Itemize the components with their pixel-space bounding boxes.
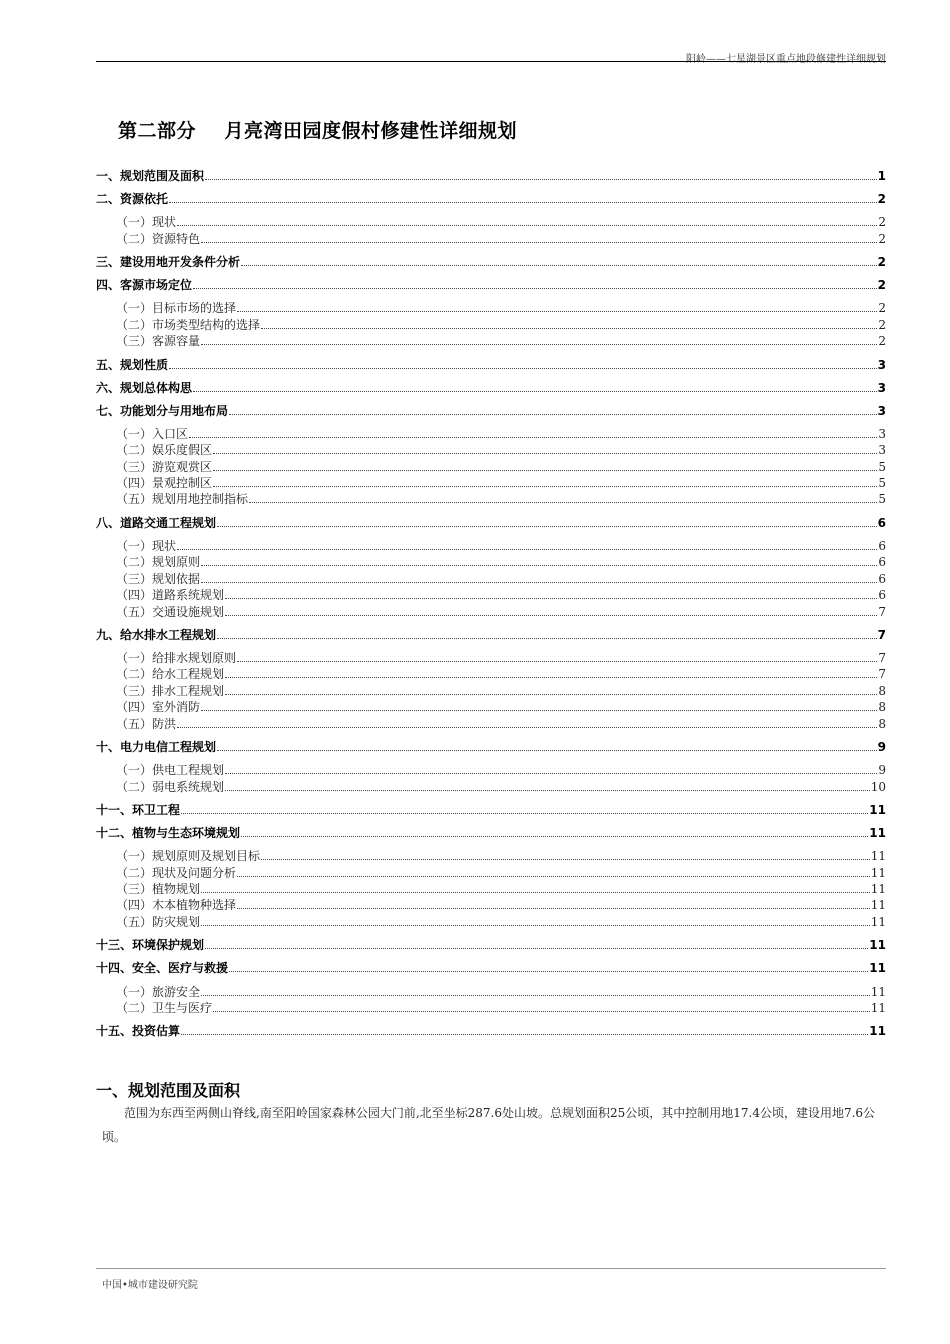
toc-entry-subsection[interactable] — [96, 317, 886, 333]
toc-dot-leader — [225, 677, 877, 678]
toc-entry-label: （四）景观控制区 — [116, 475, 213, 490]
toc-entry-label: （四）木本植物种选择 — [116, 898, 237, 913]
toc-page-number: 2 — [877, 192, 886, 207]
toc-entry-subsection[interactable] — [96, 300, 886, 316]
toc-entry-label: （一）给排水规划原则 — [116, 651, 237, 666]
toc-entry-subsection[interactable] — [96, 650, 886, 666]
section-heading: 一、规划范围及面积 — [96, 1081, 241, 1100]
toc-entry-subsection[interactable] — [96, 554, 886, 570]
toc-entry-subsection[interactable] — [96, 699, 886, 715]
toc-page-number: 8 — [878, 683, 886, 698]
toc-entry-subsection[interactable] — [96, 984, 886, 1000]
toc-entry-label: （二）市场类型结构的选择 — [116, 317, 261, 332]
toc-entry-chapter[interactable] — [96, 403, 886, 419]
toc-page-number: 11 — [870, 1000, 886, 1015]
toc-dot-leader — [213, 470, 877, 471]
toc-entry-label: 十三、环境保护规划 — [96, 938, 205, 953]
toc-entry-label: 七、功能划分与用地布局 — [96, 403, 229, 418]
toc-entry-subsection[interactable] — [96, 587, 886, 603]
toc-entry-subsection[interactable] — [96, 231, 886, 247]
toc-dot-leader — [201, 242, 877, 243]
part-title: 第二部分 月亮湾田园度假村修建性详细规划 — [118, 120, 517, 142]
toc-entry-subsection[interactable] — [96, 604, 886, 620]
toc-page-number: 2 — [878, 317, 886, 332]
toc-page-number: 7 — [878, 651, 886, 666]
toc-entry-label: （四）室外消防 — [116, 700, 201, 715]
toc-entry-chapter[interactable] — [96, 802, 886, 818]
toc-entry-label: （三）客源容量 — [116, 334, 201, 349]
toc-page-number: 5 — [878, 459, 886, 474]
toc-page-number: 11 — [869, 938, 886, 953]
toc-entry-subsection[interactable] — [96, 897, 886, 913]
toc-entry-label: 十一、环卫工程 — [96, 803, 181, 818]
toc-dot-leader — [225, 615, 877, 616]
toc-entry-subsection[interactable] — [96, 571, 886, 587]
toc-page-number: 6 — [878, 538, 886, 553]
toc-dot-leader — [241, 836, 868, 837]
footer-rule — [96, 1268, 886, 1269]
toc-page-number: 11 — [869, 1024, 886, 1039]
toc-entry-chapter[interactable] — [96, 191, 886, 207]
toc-dot-leader — [237, 311, 877, 312]
toc-entry-label: 六、规划总体构思 — [96, 380, 193, 395]
toc-dot-leader — [177, 225, 877, 226]
toc-entry-subsection[interactable] — [96, 914, 886, 930]
toc-entry-chapter[interactable] — [96, 739, 886, 755]
toc-entry-label: 五、规划性质 — [96, 357, 169, 372]
toc-dot-leader — [201, 565, 877, 566]
toc-page-number: 2 — [878, 301, 886, 316]
toc-dot-leader — [229, 414, 877, 415]
toc-dot-leader — [201, 925, 870, 926]
toc-dot-leader — [217, 638, 877, 639]
toc-entry-chapter[interactable] — [96, 254, 886, 270]
toc-dot-leader — [217, 750, 877, 751]
toc-page-number: 3 — [878, 443, 886, 458]
toc-entry-subsection[interactable] — [96, 762, 886, 778]
toc-entry-label: （三）规划依据 — [116, 571, 201, 586]
toc-entry-label: （一）现状 — [116, 538, 177, 553]
toc-entry-label: （二）资源特色 — [116, 231, 201, 246]
toc-page-number: 2 — [878, 334, 886, 349]
toc-page-number: 11 — [869, 961, 886, 976]
toc-entry-subsection[interactable] — [96, 459, 886, 475]
toc-page-number: 8 — [878, 716, 886, 731]
toc-entry-subsection[interactable] — [96, 442, 886, 458]
toc-entry-chapter[interactable] — [96, 277, 886, 293]
toc-entry-label: 四、客源市场定位 — [96, 278, 193, 293]
toc-entry-label: 十四、安全、医疗与救援 — [96, 961, 229, 976]
toc-dot-leader — [225, 773, 877, 774]
toc-entry-label: （一）供电工程规划 — [116, 763, 225, 778]
toc-entry-label: （三）游览观赏区 — [116, 459, 213, 474]
toc-entry-label: （二）给水工程规划 — [116, 667, 225, 682]
toc-dot-leader — [181, 1034, 868, 1035]
toc-page-number: 11 — [870, 898, 886, 913]
toc-entry-subsection[interactable] — [96, 683, 886, 699]
toc-page-number: 7 — [877, 627, 886, 642]
toc-entry-subsection[interactable] — [96, 426, 886, 442]
toc-page-number: 2 — [878, 231, 886, 246]
toc-dot-leader — [193, 288, 877, 289]
toc-dot-leader — [249, 502, 877, 503]
toc-page-number: 7 — [878, 667, 886, 682]
toc-dot-leader — [261, 328, 877, 329]
toc-dot-leader — [229, 971, 868, 972]
toc-entry-label: （二）现状及问题分析 — [116, 865, 237, 880]
toc-dot-leader — [205, 948, 868, 949]
toc-dot-leader — [213, 453, 877, 454]
toc-dot-leader — [225, 694, 877, 695]
toc-entry-chapter[interactable] — [96, 380, 886, 396]
toc-entry-label: （三）植物规划 — [116, 882, 201, 897]
toc-dot-leader — [181, 813, 868, 814]
toc-dot-leader — [225, 790, 870, 791]
header-rule — [96, 61, 886, 62]
toc-entry-subsection[interactable] — [96, 848, 886, 864]
toc-dot-leader — [237, 908, 870, 909]
toc-entry-chapter[interactable] — [96, 937, 886, 953]
toc-entry-chapter[interactable] — [96, 168, 886, 184]
toc-dot-leader — [201, 582, 877, 583]
running-header: 阳岭——七星湖景区重点地段修建性详细规划 — [686, 54, 886, 65]
toc-page-number: 10 — [870, 779, 886, 794]
toc-dot-leader — [169, 202, 877, 203]
toc-page-number: 9 — [877, 740, 886, 755]
toc-entry-subsection[interactable] — [96, 1000, 886, 1016]
toc-dot-leader — [241, 265, 877, 266]
toc-page-number: 3 — [877, 403, 886, 418]
toc-entry-label: （一）规划原则及规划目标 — [116, 849, 261, 864]
toc-entry-label: （四）道路系统规划 — [116, 588, 225, 603]
toc-entry-label: （一）入口区 — [116, 426, 189, 441]
toc-dot-leader — [177, 549, 877, 550]
toc-page-number: 11 — [870, 849, 886, 864]
toc-dot-leader — [213, 486, 877, 487]
toc-dot-leader — [193, 391, 877, 392]
toc-entry-chapter[interactable] — [96, 357, 886, 373]
toc-dot-leader — [169, 368, 877, 369]
toc-dot-leader — [237, 876, 870, 877]
table-of-contents — [96, 168, 886, 1039]
toc-dot-leader — [201, 892, 870, 893]
toc-page-number: 3 — [878, 426, 886, 441]
toc-entry-subsection[interactable] — [96, 881, 886, 897]
toc-page-number: 8 — [878, 700, 886, 715]
toc-entry-subsection[interactable] — [96, 666, 886, 682]
toc-entry-label: 十、电力电信工程规划 — [96, 740, 217, 755]
footer-text: 中国•城市建设研究院 — [102, 1280, 198, 1291]
toc-entry-subsection[interactable] — [96, 779, 886, 795]
toc-entry-chapter[interactable] — [96, 515, 886, 531]
toc-dot-leader — [201, 995, 870, 996]
toc-dot-leader — [201, 344, 877, 345]
toc-dot-leader — [201, 710, 877, 711]
toc-entry-subsection[interactable] — [96, 491, 886, 507]
toc-page-number: 5 — [878, 492, 886, 507]
toc-entry-label: （二）规划原则 — [116, 555, 201, 570]
toc-entry-label: （二）弱电系统规划 — [116, 779, 225, 794]
toc-page-number: 3 — [877, 357, 886, 372]
toc-page-number: 2 — [878, 215, 886, 230]
toc-page-number: 6 — [878, 571, 886, 586]
toc-entry-label: 二、资源依托 — [96, 192, 169, 207]
toc-entry-subsection[interactable] — [96, 716, 886, 732]
toc-page-number: 11 — [869, 803, 886, 818]
toc-entry-label: （五）规划用地控制指标 — [116, 492, 249, 507]
toc-dot-leader — [205, 179, 877, 180]
toc-dot-leader — [217, 526, 877, 527]
toc-entry-label: 九、给水排水工程规划 — [96, 627, 217, 642]
toc-entry-chapter[interactable] — [96, 825, 886, 841]
toc-dot-leader — [177, 727, 877, 728]
toc-page-number: 3 — [877, 380, 886, 395]
toc-entry-label: （五）交通设施规划 — [116, 604, 225, 619]
toc-entry-subsection[interactable] — [96, 538, 886, 554]
toc-page-number: 2 — [877, 255, 886, 270]
toc-page-number: 11 — [870, 984, 886, 999]
toc-dot-leader — [237, 661, 877, 662]
toc-page-number: 11 — [870, 882, 886, 897]
toc-entry-subsection[interactable] — [96, 333, 886, 349]
toc-dot-leader — [261, 859, 870, 860]
toc-dot-leader — [225, 598, 877, 599]
toc-page-number: 1 — [877, 169, 886, 183]
toc-dot-leader — [213, 1011, 870, 1012]
toc-entry-chapter[interactable] — [96, 1023, 886, 1039]
toc-entry-label: （一）旅游安全 — [116, 984, 201, 999]
body-paragraph: 范围为东西至两侧山脊线,南至阳岭国家森林公园大门前,北至坐标287.6处山坡。总规划面积25公顷，其中控制用地17.4公顷，建设用地7.6公顷。 — [102, 1106, 876, 1144]
toc-entry-label: （二）娱乐度假区 — [116, 443, 213, 458]
toc-entry-label: （三）排水工程规划 — [116, 683, 225, 698]
toc-entry-chapter[interactable] — [96, 627, 886, 643]
toc-entry-label: （二）卫生与医疗 — [116, 1000, 213, 1015]
toc-entry-subsection[interactable] — [96, 475, 886, 491]
toc-page-number: 2 — [877, 278, 886, 293]
toc-entry-subsection[interactable] — [96, 214, 886, 230]
toc-page-number: 11 — [870, 865, 886, 880]
toc-entry-label: 十二、植物与生态环境规划 — [96, 826, 241, 841]
toc-entry-label: 八、道路交通工程规划 — [96, 515, 217, 530]
toc-entry-subsection[interactable] — [96, 865, 886, 881]
toc-page-number: 6 — [878, 588, 886, 603]
toc-entry-label: 三、建设用地开发条件分析 — [96, 255, 241, 270]
toc-entry-label: （五）防洪 — [116, 716, 177, 731]
toc-entry-label: 一、规划范围及面积 — [96, 169, 205, 183]
toc-entry-label: （五）防灾规划 — [116, 914, 201, 929]
toc-page-number: 5 — [878, 475, 886, 490]
toc-page-number: 6 — [878, 555, 886, 570]
toc-dot-leader — [189, 437, 877, 438]
toc-entry-label: （一）目标市场的选择 — [116, 301, 237, 316]
toc-entry-label: （一）现状 — [116, 215, 177, 230]
toc-entry-label: 十五、投资估算 — [96, 1024, 181, 1039]
toc-page-number: 11 — [869, 826, 886, 841]
toc-page-number: 7 — [878, 604, 886, 619]
toc-page-number: 6 — [877, 515, 886, 530]
toc-entry-chapter[interactable] — [96, 960, 886, 976]
toc-page-number: 11 — [870, 914, 886, 929]
toc-page-number: 9 — [878, 763, 886, 778]
